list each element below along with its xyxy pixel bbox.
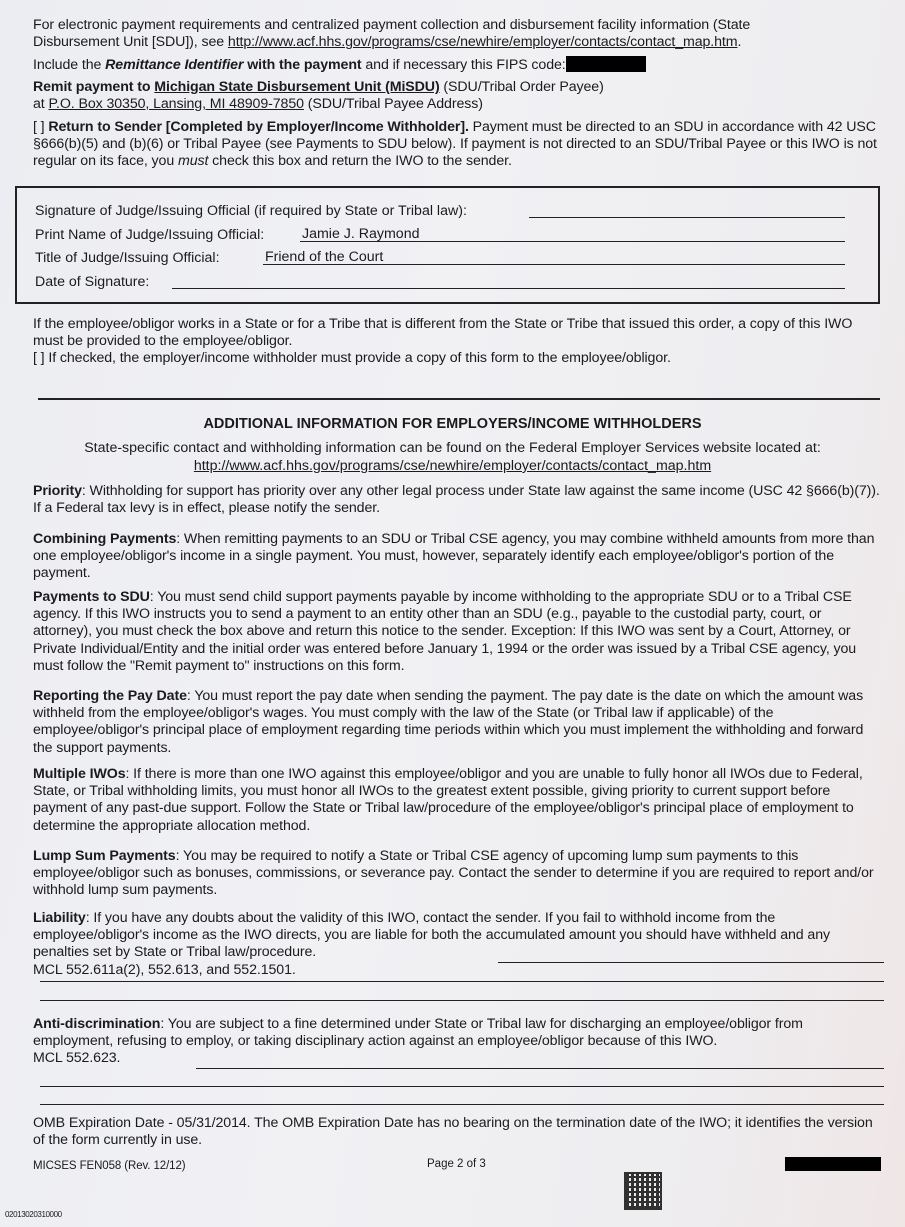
electronic-text-1: For electronic payment requirements and centralized payment collection and disbursement facility information (State [33, 17, 751, 33]
electronic-text-3: . [737, 34, 742, 51]
barcode-icon [624, 1172, 662, 1210]
section-title: Lump Sum Payments [33, 848, 176, 864]
copy-notice [33, 316, 883, 368]
section-payments-to-sdu [33, 589, 883, 675]
copy-to-employee-checkbox[interactable]: [ ] If checked, the employer/income withholder must provide a copy of this form to the employee/obligor. [33, 350, 671, 367]
return-must: must [177, 153, 209, 170]
remit-payment [33, 79, 883, 113]
additional-link[interactable]: http://www.acf.hhs.gov/programs/cse/newhire/employer/contacts/contact_map.htm [193, 458, 712, 474]
section-anti-discrimination [33, 1016, 883, 1068]
return-text-2: check this box and return the IWO to the sender. [208, 153, 512, 170]
remit-payee: Michigan State Disbursement Unit (MiSDU) [154, 79, 440, 95]
include-bold: with the payment [243, 57, 362, 73]
signature-box [15, 186, 880, 304]
additional-info-heading: ADDITIONAL INFORMATION FOR EMPLOYERS/INCOME WITHHOLDERS [203, 416, 702, 432]
anti-line-1 [196, 1068, 884, 1069]
anti-line-3 [40, 1104, 884, 1105]
print-name-label: Print Name of Judge/Issuing Official: [35, 227, 265, 243]
section-priority [33, 483, 883, 517]
footer-redaction [785, 1157, 881, 1171]
form-id: MICSES FEN058 (Rev. 12/12) [33, 1160, 186, 1172]
fips-redaction [566, 56, 646, 72]
electronic-payment-info [33, 17, 883, 51]
section-title: Payments to SDU [33, 589, 150, 605]
section-combining-payments [33, 531, 883, 583]
electronic-text-2: Disbursement Unit [SDU]), see [33, 34, 228, 51]
section-title: Multiple IWOs [33, 766, 126, 782]
contact-map-link[interactable]: http://www.acf.hhs.gov/programs/cse/newhire/employer/contacts/contact_map.htm [227, 34, 738, 51]
remit-address: P.O. Box 30350, Lansing, MI 48909-7850 [48, 96, 304, 113]
section-divider [38, 398, 880, 400]
section-multiple-iwos [33, 766, 883, 835]
return-title: Return to Sender [Completed by Employer/Income Withholder]. [48, 119, 469, 135]
liability-mcl: MCL 552.611a(2), 552.613, and 552.1501. [33, 961, 296, 978]
section-text: : You must send child support payments payable by income withholding to the appropriate SDU or to a Tribal CSE agency. If this IWO instructs you to send a payment to an entity other than an SDU (e.g., payable to the custodial party, court, or attorney), you must check the box above and return this notice to the sender. Exception: If this IWO was sent by a Court, Attorney, or Private Individual/Entity and the initial order was entered before January 1, 1994 or the order was issued by a Tribal CSE agency, you must follow the "Remit payment to" instructions on this form. [33, 589, 857, 674]
section-text: : Withholding for support has priority over any other legal process under State law against the same income (USC 42 §666(b)(7)). If a Federal tax levy is in effect, please notify the sender. [33, 483, 880, 517]
remittance-line [33, 56, 883, 74]
document-number: 02013020310000 [5, 1210, 62, 1219]
section-text: : If you have any doubts about the validity of this IWO, contact the sender. If you fail to withhold income from the employee/obligor's income as the IWO directs, you are liable for both the accumulated amount you should have withheld and any penalties set by State or Tribal law/procedure. [33, 910, 830, 961]
signature-field[interactable] [529, 202, 845, 218]
remit-at: at [33, 96, 49, 113]
remit-label: Remit payment to [33, 79, 155, 95]
title-label: Title of Judge/Issuing Official: [35, 250, 220, 266]
section-text: : When remitting payments to an SDU or Tribal CSE agency, you may combine withheld amounts from more than one employee/obligor's income in a single payment. You must, however, separately identify each employee/obligor's portion of the payment. [33, 531, 875, 582]
copy-notice-text: If the employee/obligor works in a State or for a Tribe that is different from the State or Tribe that issued this order, a copy of this IWO must be provided to the employee/obligor. [33, 316, 853, 350]
section-reporting-pay-date [33, 688, 883, 757]
omb-notice: OMB Expiration Date - 05/31/2014. The OMB Expiration Date has no bearing on the termination date of the IWO; it identifies the version of the form currently in use. [33, 1115, 873, 1149]
print-name-field[interactable]: Jamie J. Raymond [300, 226, 845, 242]
section-title: Anti-discrimination [33, 1016, 161, 1032]
page-number: Page 2 of 3 [427, 1158, 486, 1170]
section-title: Priority [33, 483, 82, 499]
section-text: : You must report the pay date when sending the payment. The pay date is the date on which the amount was withheld from the employee/obligor's wages. You must comply with the law of the State (or Tribal law if applicable) of the employee/obligor's principal place of employment regarding time periods within which you must implement the withholding and forward the support payments. [33, 688, 864, 756]
remit-payee-suffix: (SDU/Tribal Order Payee) [439, 79, 604, 95]
liability-line-1 [498, 962, 884, 963]
anti-mcl: MCL 552.623. [33, 1050, 121, 1067]
date-field[interactable] [172, 273, 845, 289]
return-to-sender [33, 119, 883, 171]
section-title: Combining Payments [33, 531, 177, 547]
signature-label: Signature of Judge/Issuing Official (if required by State or Tribal law): [35, 203, 467, 219]
section-liability-text [33, 910, 883, 979]
section-lump-sum [33, 848, 883, 900]
remittance-identifier: Remittance Identifier [105, 57, 244, 73]
section-title: Reporting the Pay Date [33, 688, 187, 704]
title-field[interactable]: Friend of the Court [263, 249, 845, 265]
remit-address-suffix: (SDU/Tribal Payee Address) [303, 96, 483, 113]
section-text: : You are subject to a fine determined under State or Tribal law for discharging an employee/obligor from employment, refusing to employ, or taking disciplinary action against an employee/obligor because of this IWO. [33, 1016, 803, 1050]
liability-line-3 [40, 1000, 884, 1001]
section-title: Liability [33, 910, 86, 926]
return-text-1: Payment must be directed to an SDU in accordance with 42 USC §666(b)(5) and (b)(6) or Tribal Payee (see Payments to SDU below). If payment is not directed to an SDU/Tribal Payee or this IWO is not regular on its face, you [33, 119, 877, 170]
include-prefix: Include the [33, 57, 106, 73]
return-to-sender-checkbox[interactable]: [ ] [33, 119, 49, 135]
section-text: : If there is more than one IWO against this employee/obligor and you are unable to fully honor all IWOs due to Federal, State, or Tribal withholding limits, you must honor all IWOs to the greatest extent possible, giving priority to current support before payment of any past-due support. Follow the State or Tribal law/procedure of the employee/obligor's principal place of employment to determine the appropriate allocation method. [33, 766, 863, 834]
fips-label: and if necessary this FIPS code: [361, 57, 566, 73]
anti-line-2 [40, 1086, 884, 1087]
date-label: Date of Signature: [35, 274, 150, 290]
liability-line-2 [40, 981, 884, 982]
section-text: : You may be required to notify a State or Tribal CSE agency of upcoming lump sum payments to this employee/obligor such as bonuses, commissions, or severance pay. Contact the sender to determine if you are required to report and/or withhold lump sum payments. [33, 848, 874, 899]
additional-intro: State-specific contact and withholding information can be found on the Federal Employer Services website located at: [84, 440, 821, 456]
